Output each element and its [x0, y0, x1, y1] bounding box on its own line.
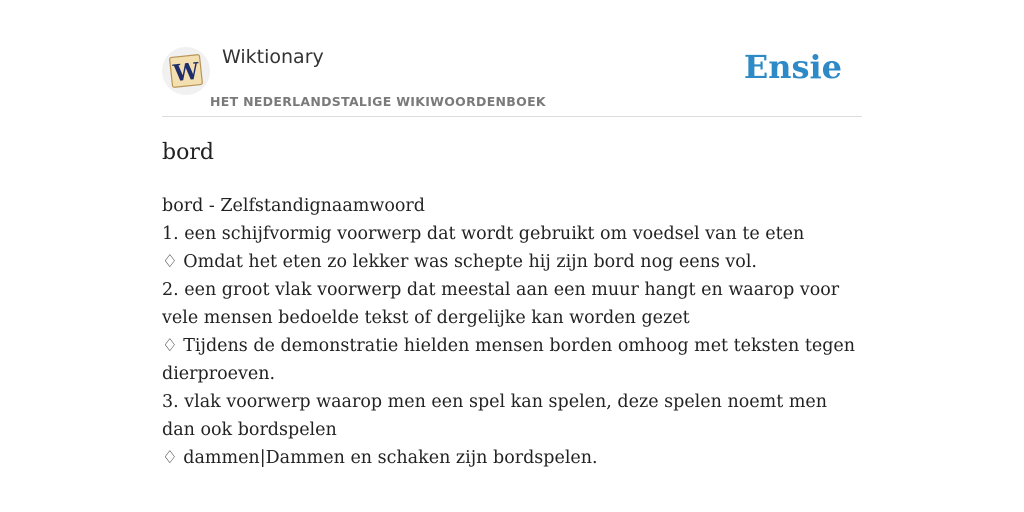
ensie-brand-link[interactable]: Ensie — [743, 48, 842, 86]
wiktionary-logo-icon[interactable] — [162, 47, 210, 95]
site-tagline: HET NEDERLANDSTALIGE WIKIWOORDENBOEK — [210, 94, 546, 109]
site-name[interactable]: Wiktionary — [222, 46, 324, 68]
example-2: ♢ Tijdens de demonstratie hielden mensen borden omhoog met teksten tegen dierproeven. — [162, 336, 856, 384]
example-3: ♢ dammen|Dammen en schaken zijn bordspelen. — [162, 448, 598, 468]
header — [162, 44, 862, 117]
entry-term: bord — [162, 140, 214, 165]
definition-2: 2. een groot vlak voorwerp dat meestal aan een muur hangt en waarop voor vele mensen bedoelde tekst of dergelijke kan worden gezet — [162, 280, 840, 328]
svg-text:W: W — [171, 57, 201, 88]
example-1: ♢ Omdat het eten zo lekker was schepte hij zijn bord nog eens vol. — [162, 252, 757, 272]
definition-block — [162, 192, 862, 472]
part-of-speech-line: bord - Zelfstandignaamwoord — [162, 196, 426, 216]
definition-3: 3. vlak voorwerp waarop men een spel kan spelen, deze spelen noemt men dan ook bordspelen — [162, 392, 828, 440]
definition-1: 1. een schijfvormig voorwerp dat wordt gebruikt om voedsel van te eten — [162, 224, 805, 244]
